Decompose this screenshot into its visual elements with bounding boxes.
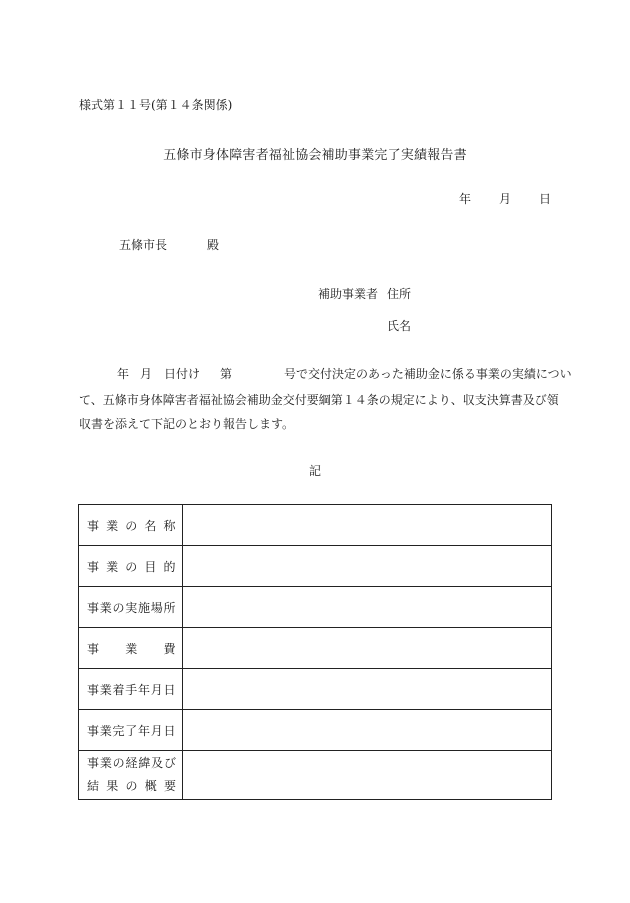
addressee-name: 五條市長 [119,238,168,252]
row-label-line-2: 結果の概要 [87,779,176,793]
table-row [79,710,552,751]
project-purpose-value[interactable] [183,546,552,587]
date-month-label: 月 [499,192,512,206]
row-label: 事業着手年月日 [87,682,176,697]
report-table [78,504,552,800]
row-label-cell [79,669,183,710]
body-year-label: 年 [117,367,130,381]
date-year-label: 年 [459,192,472,206]
row-label-cell [79,546,183,587]
applicant-address-label: 住所 [387,287,412,301]
row-label: 事業の目的 [87,559,176,574]
table-row [79,587,552,628]
project-completion-date-value[interactable] [183,710,552,751]
row-label: 事業費 [87,641,176,656]
row-label: 事業完了年月日 [87,723,176,738]
row-label-cell [79,587,183,628]
body-line1-rest: 号で交付決定のあった補助金に係る事業の実績につい [284,367,572,381]
body-text-line-2: て、五條市身体障害者福祉協会補助金交付要綱第１４条の規定により、収支決算書及び領 [79,393,559,407]
row-label-cell [79,628,183,669]
date-day-label: 日 [539,192,552,206]
record-heading: 記 [308,464,321,478]
project-summary-value[interactable] [183,751,552,800]
row-label-cell [79,710,183,751]
document-title: 五條市身体障害者福祉協会補助事業完了実績報告書 [163,148,467,163]
applicant-role: 補助事業者 [318,287,379,301]
row-label-cell [79,505,183,546]
row-label: 事業の実施場所 [87,600,176,615]
project-location-value[interactable] [183,587,552,628]
table-row [79,505,552,546]
applicant-name-label: 氏名 [387,319,412,333]
table-row [79,751,552,800]
body-text-line-3: 収書を添えて下記のとおり報告します。 [79,417,295,431]
addressee-honorific: 殿 [207,238,220,252]
table-row [79,628,552,669]
table-row [79,546,552,587]
project-cost-value[interactable] [183,628,552,669]
row-label-cell [79,751,183,800]
body-number-prefix: 第 [220,367,233,381]
project-start-date-value[interactable] [183,669,552,710]
row-label: 事業の名称 [87,518,176,533]
body-month-label: 月 [140,367,153,381]
body-day-label: 日付け [164,367,201,381]
row-label [79,752,182,798]
table-row [79,669,552,710]
form-number: 様式第１１号(第１４条関係) [79,98,233,112]
row-label-line-1: 事業の経緯及び [87,756,176,770]
project-name-value[interactable] [183,505,552,546]
